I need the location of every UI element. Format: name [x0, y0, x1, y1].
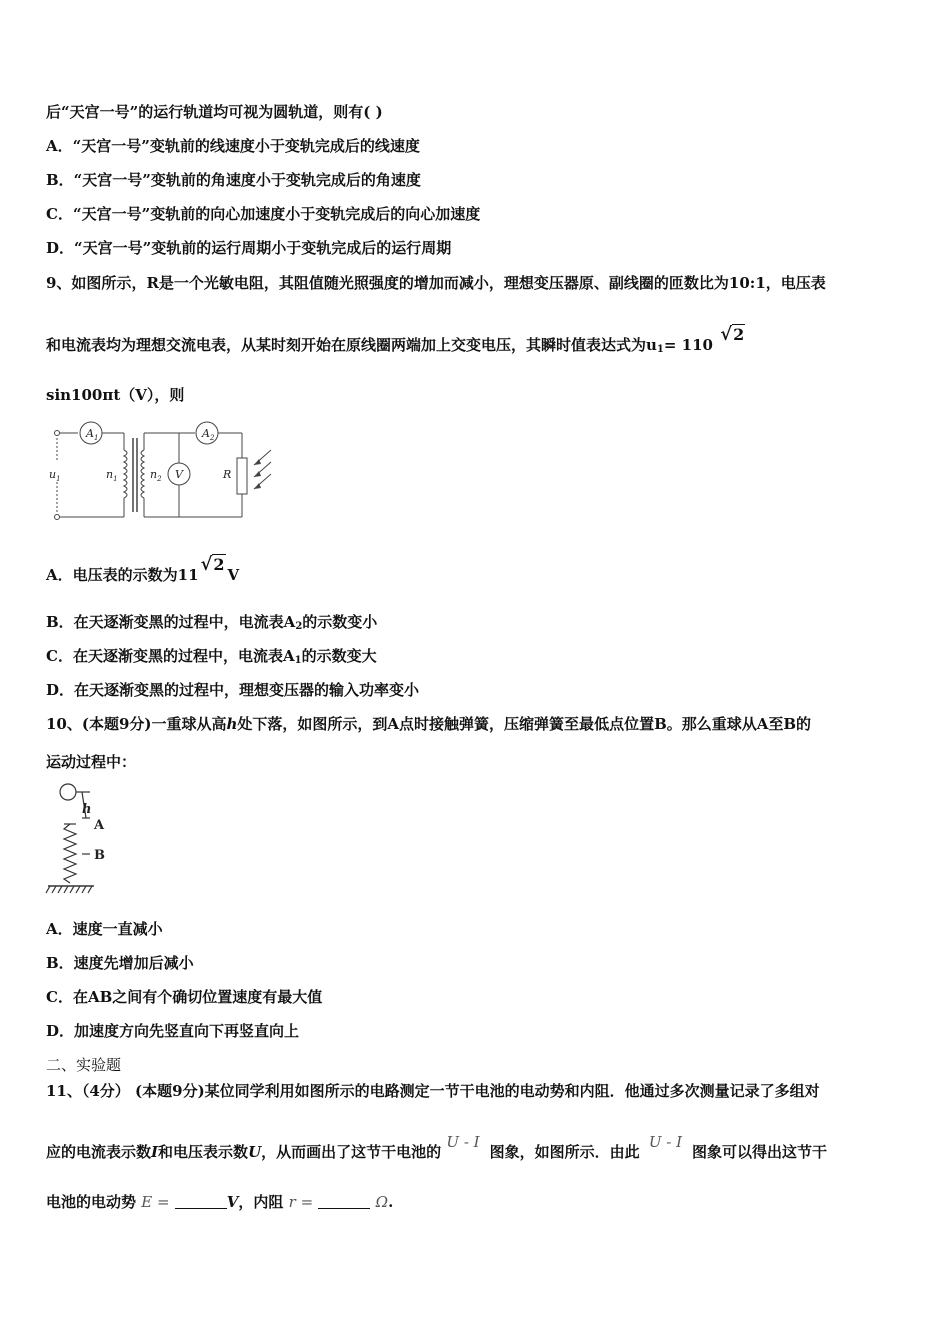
q9-stem-line3: sin100πt（V），则	[46, 386, 185, 404]
sqrt-2: √2	[200, 554, 225, 575]
primary-coil-icon	[124, 450, 127, 498]
q8-option-d: D．“天宫一号”变轨前的运行周期小于变轨完成后的运行周期	[46, 239, 452, 257]
q9-option-d: D．在天逐渐变黑的过程中，理想变压器的输入功率变小	[46, 681, 420, 699]
section-title: 二、实验题	[46, 1056, 122, 1074]
q8-option-a: A．“天宫一号”变轨前的线速度小于变轨完成后的线速度	[46, 137, 420, 155]
secondary-coil-icon	[141, 450, 144, 498]
emf-answer-blank[interactable]	[175, 1194, 227, 1209]
ammeter-a2-label: $A_2$	[202, 427, 215, 442]
q9-stem-line2: 和电流表均为理想交流电表，从某时刻开始在原线圈两端加上交变电压，其瞬时值表达式为$u_1= 110$ √2	[46, 324, 745, 355]
point-a-label: A	[94, 818, 105, 833]
ui-label: U - I	[446, 1133, 480, 1151]
q11-stem-line1: 11、（4分） (本题9分)某位同学利用如图所示的电路测定一节干电池的电动势和内阻．他通过多次测量记录了多组对	[46, 1082, 820, 1100]
q9-stem-line1: 9、如图所示，R是一个光敏电阻，其阻值随光照强度的增加而减小，理想变压器原、副线圈的匝数比为10:1，电压表	[46, 274, 826, 292]
q8-stem-tail: 后“天宫一号”的运行轨道均可视为圆轨道，则有( )	[46, 103, 383, 121]
q11-stem-line2: 应的电流表示数I和电压表示数U，从而画出了这节干电池的 U - I图象，如图所示．由此 U - I图象可以得出这节干	[46, 1133, 828, 1161]
q9-option-c: C．在天逐渐变黑的过程中，电流表$A_1$的示数变大	[46, 647, 377, 666]
q10-stem-line1: 10、(本题9分)一重球从高h处下落，如图所示，到A点时接触弹簧，压缩弹簧至最低点位置B。那么重球从A至B的	[46, 715, 812, 733]
u1-label: $u_1$	[49, 468, 61, 483]
h-label: h	[82, 802, 92, 817]
q11-stem-line3: 电池的电动势 E = V，内阻 r = Ω.	[46, 1193, 394, 1211]
q8-option-b: B．“天宫一号”变轨前的角速度小于变轨完成后的角速度	[46, 171, 421, 189]
ammeter-a1-label: $A_1$	[86, 427, 99, 442]
q10-option-c: C．在AB之间有个确切位置速度有最大值	[46, 988, 323, 1006]
photoresistor-icon	[237, 458, 247, 494]
ui-label: U - I	[648, 1133, 682, 1151]
q9-option-b: B．在天逐渐变黑的过程中，电流表$A_2$的示数变小	[46, 613, 378, 632]
q10-option-d: D．加速度方向先竖直向下再竖直向上	[46, 1022, 300, 1040]
transformer-circuit-figure	[46, 420, 286, 525]
spring-ball-figure	[46, 780, 116, 898]
q10-option-a: A．速度一直减小	[46, 920, 163, 938]
spring-icon	[64, 824, 76, 883]
q10-stem-line2: 运动过程中：	[46, 753, 137, 771]
ball-icon	[60, 784, 76, 800]
n1-label: $n_1$	[106, 468, 118, 483]
q10-option-b: B．速度先增加后减小	[46, 954, 194, 972]
q8-option-c: C．“天宫一号”变轨前的向心加速度小于变轨完成后的向心加速度	[46, 205, 481, 223]
resistance-symbol: r =	[288, 1193, 314, 1211]
resistance-answer-blank[interactable]	[318, 1194, 370, 1209]
point-b-label: B	[94, 848, 105, 863]
voltmeter-label: V	[175, 468, 183, 481]
emf-symbol: E =	[141, 1193, 170, 1211]
ohm-unit: Ω	[375, 1193, 389, 1211]
terminal-bottom	[55, 515, 60, 520]
resistor-label: R	[223, 468, 232, 481]
n2-label: $n_2$	[150, 468, 162, 483]
q9-option-a: A．电压表的示数为11 √2V	[46, 554, 240, 584]
terminal-top	[55, 431, 60, 436]
sqrt-2: √2	[720, 324, 745, 345]
